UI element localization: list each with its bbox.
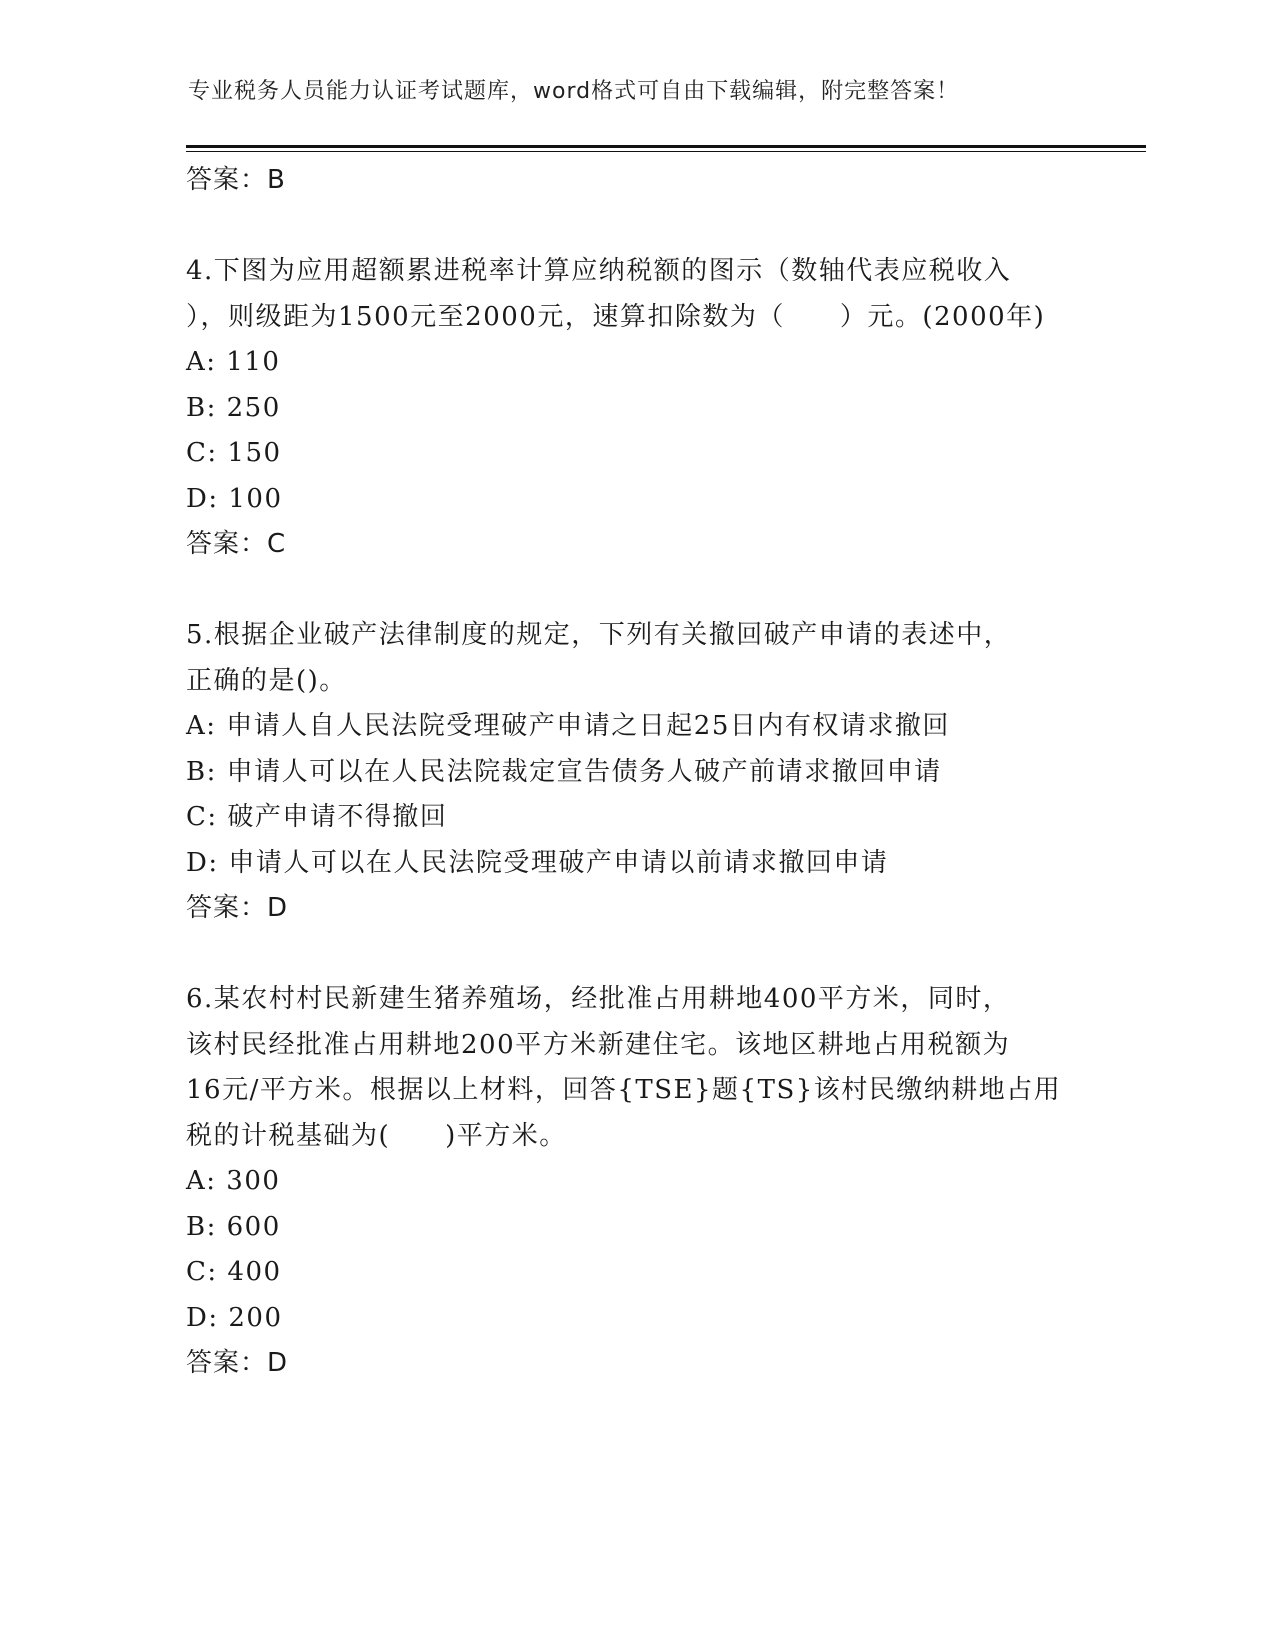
option-d: D: 申请人可以在人民法院受理破产申请以前请求撤回申请: [186, 847, 889, 878]
answer: 答案：D: [186, 893, 289, 923]
spacer: [186, 568, 1086, 614]
spacer: [186, 204, 1086, 250]
question-5: [186, 613, 1086, 932]
question-4: [186, 249, 1086, 568]
spacer: [186, 932, 1086, 978]
question-stem-line: 4.下图为应用超额累进税率计算应纳税额的图示（数轴代表应税收入: [186, 256, 1012, 286]
question-stem-line: ），则级距为1500元至2000元，速算扣除数为（ ）元。(2000年): [186, 301, 1046, 332]
question-stem-line: 6.某农村村民新建生猪养殖场，经批准占用耕地400平方米，同时，: [186, 984, 1011, 1014]
answer: 答案：C: [186, 529, 287, 559]
option-b: B: 申请人可以在人民法院裁定宣告债务人破产前请求撤回申请: [186, 756, 942, 787]
question-stem-line: 该村民经批准占用耕地200平方米新建住宅。该地区耕地占用税额为: [186, 1029, 1011, 1060]
answer: 答案：D: [186, 1348, 289, 1378]
option-a: A: 110: [186, 347, 281, 377]
option-c: C: 400: [186, 1257, 282, 1287]
option-c: C: 破产申请不得撤回: [186, 802, 448, 832]
question-stem-line: 5.根据企业破产法律制度的规定，下列有关撤回破产申请的表述中，: [186, 620, 1012, 650]
option-a: A: 300: [186, 1166, 281, 1196]
previous-answer: 答案：B: [186, 165, 286, 195]
option-b: B: 600: [186, 1211, 281, 1242]
option-b: B: 250: [186, 392, 281, 423]
question-stem-line: 正确的是()。: [186, 665, 347, 696]
document-body: [186, 158, 1086, 1387]
header-rule-thick: [186, 145, 1146, 148]
page-header: 专业税务人员能力认证考试题库，word格式可自由下载编辑，附完整答案！: [188, 79, 960, 104]
option-d: D: 100: [186, 483, 283, 514]
question-stem-line: 16元/平方米。根据以上材料，回答{TSE}题{TS}该村民缴纳耕地占用: [186, 1075, 1062, 1105]
option-a: A: 申请人自人民法院受理破产申请之日起25日内有权请求撤回: [186, 711, 950, 741]
question-stem-line: 税的计税基础为( )平方米。: [186, 1120, 567, 1151]
option-d: D: 200: [186, 1302, 283, 1333]
header-rule-thin: [186, 151, 1146, 152]
option-c: C: 150: [186, 438, 282, 468]
question-6: [186, 977, 1086, 1387]
